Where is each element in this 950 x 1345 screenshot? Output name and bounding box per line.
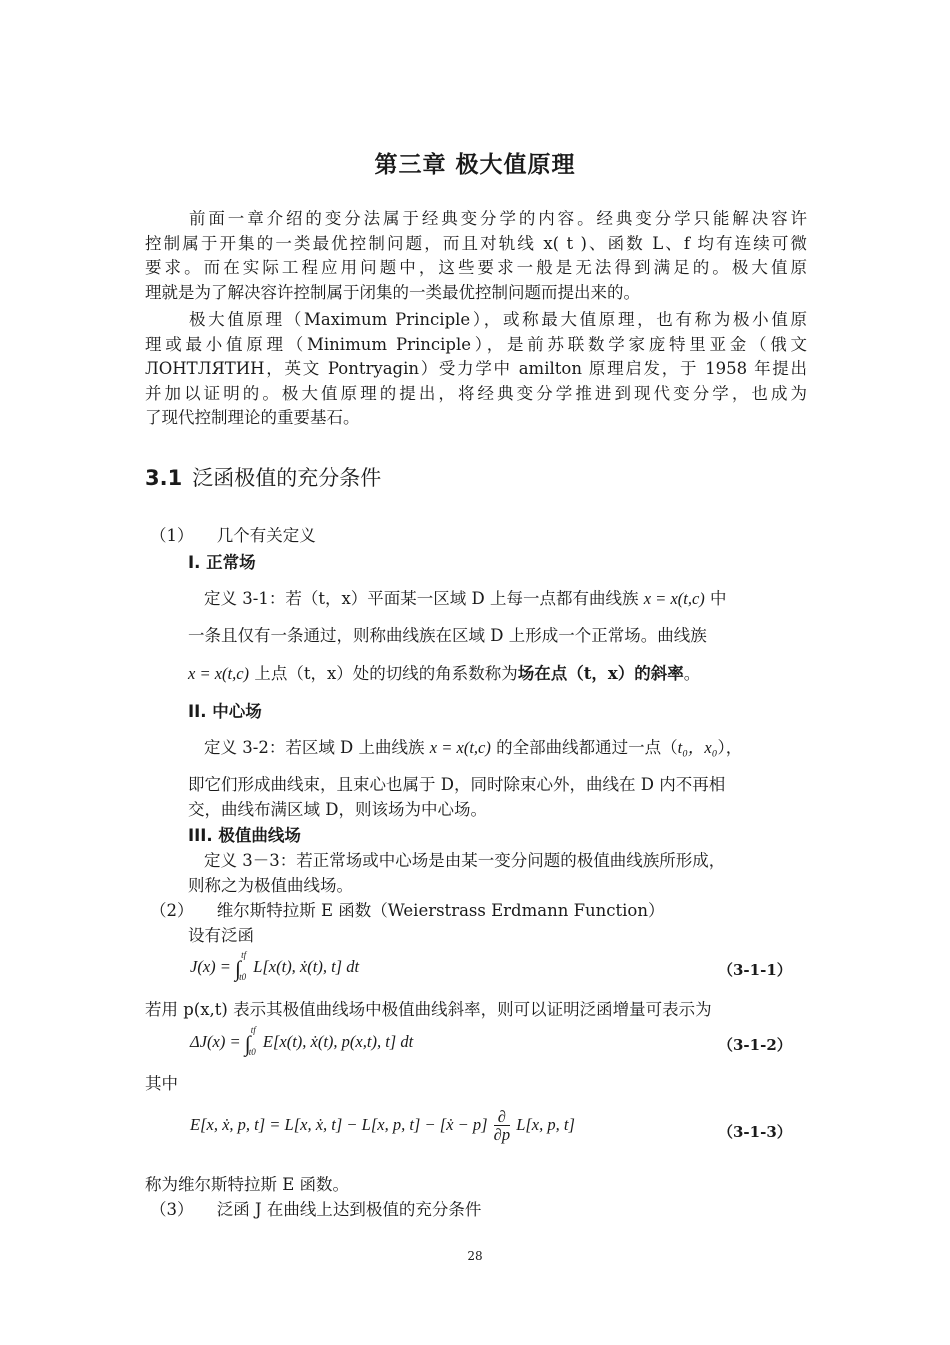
text-line: 理或最小值原理（Minimum Principle），是前苏联数学家庞特里亚金（俄文 [145, 334, 807, 354]
text-line: 并加以证明的。极大值原理的提出，将经典变分学推进到现代变分学，也成为 [145, 383, 807, 403]
def-text: ）， [717, 738, 743, 757]
def-3-1-line3 [188, 660, 700, 684]
text-line: 要求。而在实际工程应用问题中，这些要求一般是无法得到满足的。极大值原 [145, 258, 807, 278]
lower-limit: t0 [239, 972, 247, 982]
eq-rhs: L[x, p, t] [516, 1114, 575, 1134]
item-label: 维尔斯特拉斯 E 函数（Weierstrass Erdmann Function） [216, 901, 665, 920]
eq-body: L[x(t), ẋ(t), t] dt [253, 957, 360, 976]
text-line: 了现代控制理论的重要基石。 [145, 408, 360, 428]
heading-extremal-field: III. 极值曲线场 [188, 826, 301, 845]
text-increment: 若用 p(x,t) 表示其极值曲线场中极值曲线斜率，则可以证明泛函增量可表示为 [145, 1000, 712, 1019]
intro-paragraph-2 [145, 308, 807, 431]
emphasis-slope: 场在点（t，x）的斜率 [517, 664, 684, 683]
equation-3-1-3 [190, 1108, 575, 1144]
def-3-2-line2: 即它们形成曲线束，且束心也属于 D，同时除束心外，曲线在 D 内不再相 [188, 775, 726, 794]
def-text: 中 [710, 589, 727, 608]
equation-number: （3-1-1） [718, 961, 792, 979]
def-text: 定义 3-1：若（t，x）平面某一区域 D 上每一点都有曲线族 [204, 589, 639, 608]
integral-sign: ∫ [235, 956, 242, 981]
text-line: 控制属于开集的一类最优控制问题，而且对轨线 x( t )、函数 L、f 均有连续可微 [145, 233, 807, 253]
intro-paragraph-1 [145, 207, 807, 305]
def-text: 的全部曲线都通过一点（ [496, 738, 678, 757]
def-text: 上点（t，x）处的切线的角系数称为 [254, 664, 518, 683]
upper-limit: tf [250, 1025, 256, 1035]
fraction-numerator: ∂ [494, 1108, 510, 1126]
eq-lhs: J(x) = [190, 957, 231, 976]
curve-family-formula: x = x(t,c) [429, 738, 491, 757]
curve-family-formula: x = x(t,c) [643, 589, 705, 608]
setup-text: 设有泛函 [188, 926, 254, 945]
where-text: 其中 [145, 1074, 178, 1093]
section-heading [145, 462, 381, 492]
text-line: 理就是为了解决容许控制属于闭集的一类最优控制问题而提出来的。 [145, 282, 640, 302]
partial-fraction [494, 1108, 510, 1144]
item-number: （1） [150, 526, 194, 545]
item-label: 泛函 J 在曲线上达到极值的充分条件 [216, 1200, 482, 1219]
item-2 [150, 897, 664, 921]
integral-sign: ∫ [244, 1031, 251, 1056]
curve-family-formula: x = x(t,c) [188, 664, 250, 683]
equation-number: （3-1-2） [718, 1036, 792, 1054]
def-text: 定义 3-2：若区域 D 上曲线族 [204, 738, 425, 757]
text-line: 前面一章介绍的变分法属于经典变分学的内容。经典变分学只能解决容许 [189, 209, 807, 228]
fraction-denominator: ∂p [493, 1125, 511, 1144]
def-3-2-line1 [204, 734, 742, 758]
eq-lhs: E[x, ẋ, p, t] = L[x, ẋ, t] − L[x, p, t] − [ẋ − p] [190, 1114, 488, 1134]
upper-limit: tf [241, 950, 247, 960]
item-1 [150, 522, 316, 546]
lower-limit: t0 [248, 1047, 256, 1057]
e-function-text: 称为维尔斯特拉斯 E 函数。 [145, 1175, 350, 1194]
def-3-3-line1: 定义 3－3：若正常场或中心场是由某一变分问题的极值曲线族所形成， [204, 851, 726, 870]
def-3-3-line2: 则称之为极值曲线场。 [188, 876, 353, 895]
def-text: 。 [683, 664, 701, 683]
section-number: 3.1 [145, 466, 183, 490]
def-3-2-line3: 交，曲线布满区域 D，则该场为中心场。 [188, 800, 487, 819]
heading-central-field: II. 中心场 [188, 702, 262, 721]
def-3-1-line1 [204, 585, 727, 609]
section-title: 泛函极值的充分条件 [192, 466, 382, 490]
page-number: 28 [467, 1249, 483, 1263]
equation-3-1-1 [190, 950, 360, 982]
chapter-title: 第三章 极大值原理 [374, 152, 576, 178]
center-point: t₀，x₀ [677, 738, 718, 757]
item-number: （2） [150, 901, 194, 920]
def-3-1-line2: 一条且仅有一条通过，则称曲线族在区域 D 上形成一个正常场。曲线族 [188, 626, 707, 645]
item-number: （3） [150, 1200, 194, 1219]
equation-3-1-2 [190, 1025, 414, 1057]
eq-body: E[x(t), ẋ(t), p(x,t), t] dt [262, 1032, 414, 1051]
item-3 [150, 1196, 481, 1220]
heading-normal-field: I. 正常场 [188, 553, 256, 572]
item-label: 几个有关定义 [216, 526, 316, 545]
text-line: 极大值原理（Maximum Principle），或称最大值原理，也有称为极小值原 [189, 310, 807, 329]
text-line: ЛOHTЛЯTИH，英文 Pontryagin）受力学中 amilton 原理启发，于 1958 年提出 [145, 359, 807, 379]
equation-number: （3-1-3） [718, 1123, 792, 1141]
eq-lhs: ΔJ(x) = [190, 1032, 241, 1051]
